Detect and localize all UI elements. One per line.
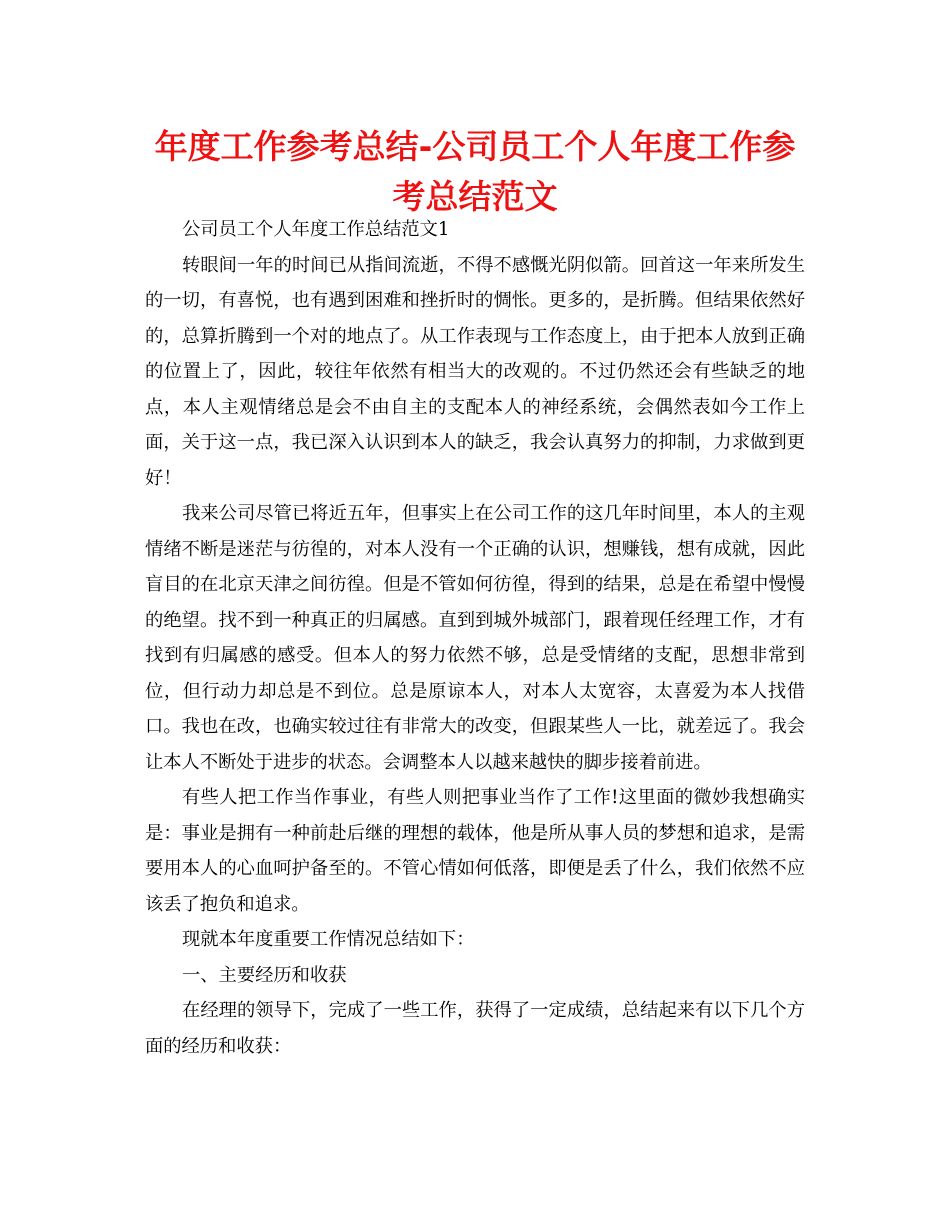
section-heading: 一、主要经历和收获 [182, 964, 347, 986]
document-body [145, 212, 805, 1064]
paragraph: 转眼间一年的时间已从指间流逝，不得不感慨光阴似箭。回首这一年来所发生的一切，有喜悦，也有遇到困难和挫折时的惆怅。更多的，是折腾。但结果依然好的，总算折腾到一个对的地点了。从工作表现与工作态度上，由于把本人放到正确的位置上了，因此，较往年依然有相当大的改观的。不过仍然还会有些缺乏的地点，本人主观情绪总是会不由自主的支配本人的神经系统，会偶然表如今工作上面，关于这一点，我已深入认识到本人的缺乏，我会认真努力的抑制，力求做到更好！ [145, 254, 805, 489]
paragraph: 有些人把工作当作事业，有些人则把事业当作了工作!这里面的微妙我想确实是：事业是拥有一种前赴后继的理想的载体，他是所从事人员的梦想和追求，是需要用本人的心血呵护备至的。不管心情如何低落，即便是丢了什么，我们依然不应该丢了抱负和追求。 [145, 787, 805, 915]
paragraph-heading: 公司员工个人年度工作总结范文1 [182, 219, 450, 240]
paragraph: 我来公司尽管已将近五年，但事实上在公司工作的这几年时间里，本人的主观情绪不断是迷茫与彷徨的，对本人没有一个正确的认识，想赚钱，想有成就，因此盲目的在北京天津之间彷徨。但是不管如何彷徨，得到的结果，总是在希望中慢慢的绝望。找不到一种真正的归属感。直到到城外城部门，跟着现任经理工作，才有找到有归属感的感受。但本人的努力依然不够，总是受情绪的支配，思想非常到位，但行动力却总是不到位。总是原谅本人，对本人太宽容，太喜爱为本人找借口。我也在改，也确实较过往有非常大的改变，但跟某些人一比，就差远了。我会让本人不断处于进步的状态。会调整本人以越来越快的脚步接着前进。 [145, 503, 805, 773]
paragraph: 现就本年度重要工作情况总结如下： [182, 929, 475, 950]
document-title: 年度工作参考总结-公司员工个人年度工作参考总结范文 [154, 127, 796, 216]
paragraph: 在经理的领导下，完成了一些工作，获得了一定成绩，总结起来有以下几个方面的经历和收获： [145, 1000, 805, 1057]
